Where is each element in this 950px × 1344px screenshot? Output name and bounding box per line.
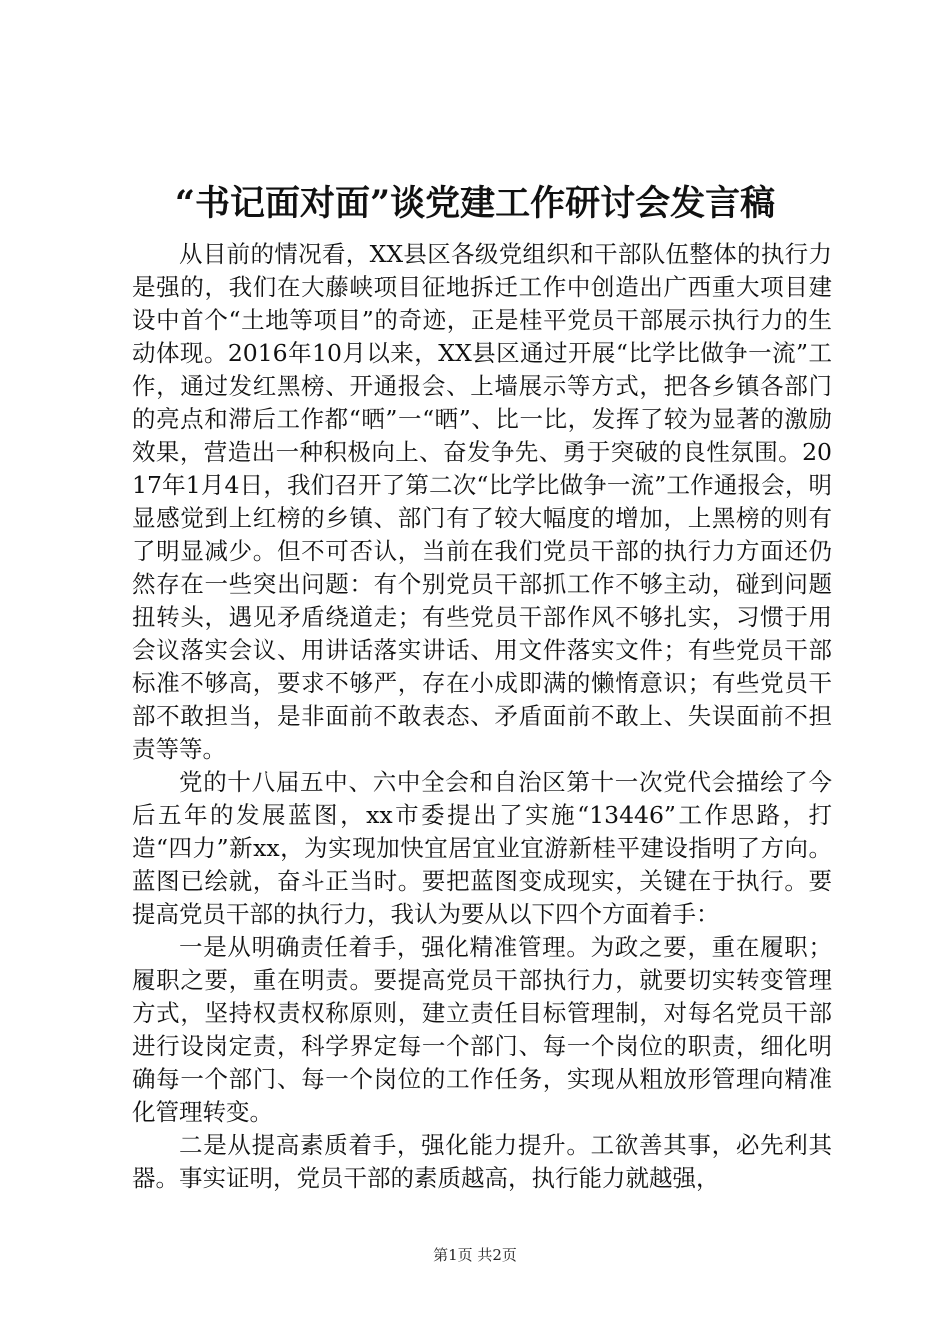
document-body	[132, 238, 832, 1195]
paragraph-3: 一是从明确责任着手，强化精准管理。为政之要，重在履职；履职之要，重在明责。要提高党员干部执行力，就要切实转变管理方式，坚持权责权称原则，建立责任目标管理制，对每名党员干部进行设岗定责，科学界定每一个部门、每一个岗位的职责，细化明确每一个部门、每一个岗位的工作任务，实现从粗放形管理向精准化管理转变。	[132, 933, 832, 1126]
paragraph-1: 从目前的情况看，XX县区各级党组织和干部队伍整体的执行力是强的，我们在大藤峡项目征地拆迁工作中创造出广西重大项目建设中首个“土地等项目”的奇迹，正是桂平党员干部展示执行力的生动体现。2016年10月以来，XX县区通过开展“比学比做争一流”工作，通过发红黑榜、开通报会、上墙展示等方式，把各乡镇各部门的亮点和滞后工作都“晒”一“晒”、比一比，发挥了较为显著的激励效果，营造出一种积极向上、奋发争先、勇于突破的良性氛围。2017年1月4日，我们召开了第二次“比学比做争一流”工作通报会，明显感觉到上红榜的乡镇、部门有了较大幅度的增加，上黑榜的则有了明显减少。但不可否认，当前在我们党员干部的执行力方面还仍然存在一些突出问题：有个别党员干部抓工作不够主动，碰到问题扭转头，遇见矛盾绕道走；有些党员干部作风不够扎实，习惯于用会议落实会议、用讲话落实讲话、用文件落实文件；有些党员干部标准不够高，要求不够严，存在小成即满的懒惰意识；有些党员干部不敢担当，是非面前不敢表态、矛盾面前不敢上、失误面前不担责等等。	[132, 240, 832, 763]
paragraph-4: 二是从提高素质着手，强化能力提升。工欲善其事，必先利其器。事实证明，党员干部的素质越高，执行能力就越强，	[132, 1131, 832, 1192]
page-footer: 第1页 共2页	[433, 1246, 517, 1264]
paragraph-2: 党的十八届五中、六中全会和自治区第十一次党代会描绘了今后五年的发展蓝图，xx市委提出了实施“13446”工作思路，打造“四力”新xx，为实现加快宜居宜业宜游新桂平建设指明了方向。蓝图已绘就，奋斗正当时。要把蓝图变成现实，关键在于执行。要提高党员干部的执行力，我认为要从以下四个方面着手：	[132, 768, 832, 928]
document-title: “书记面对面”谈党建工作研讨会发言稿	[174, 183, 776, 224]
